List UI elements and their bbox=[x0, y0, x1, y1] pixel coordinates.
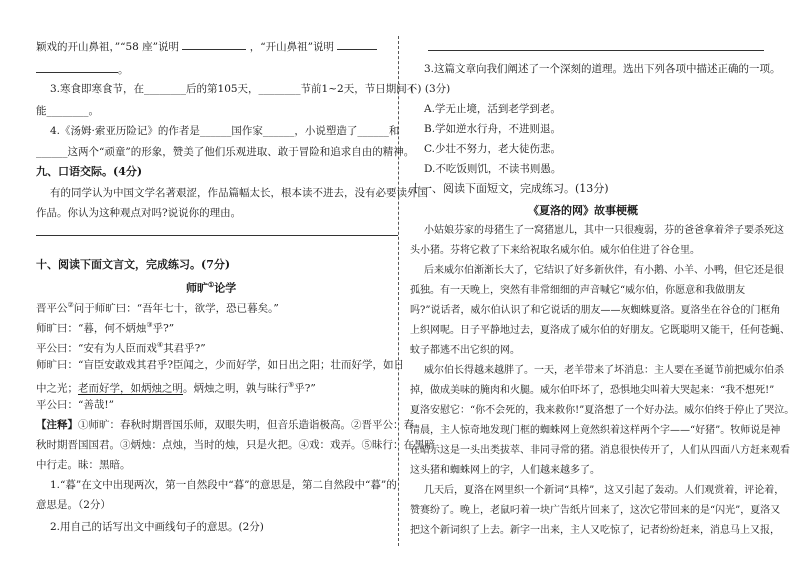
c5-tail: 乎?” bbox=[294, 382, 316, 395]
q3-text: 3.寒食即寒食节，在________后的第105天，________节前1~2天，节日期间不 bbox=[50, 83, 418, 95]
story-line: 几天后，夏洛在网里织一个新词“具棒”，这又引起了轰动。人们观赏着，评论着， bbox=[424, 485, 785, 496]
note-marker: ② bbox=[67, 301, 74, 309]
classic-title-text: 师旷 bbox=[186, 281, 208, 295]
classic-line-1 bbox=[36, 298, 279, 316]
story-title: 《夏洛的网》故事梗概 bbox=[528, 204, 638, 217]
option-d: D.不吃饭则饥，不读书则愚。 bbox=[424, 163, 562, 175]
story-line: 夏洛安慰它：“你不会死的，我来救你!”夏洛想了一个好办法。威尔伯终于停止了哭泣。 bbox=[410, 405, 794, 416]
story-line: 这头猪和蜘蛛网上的字，人们越来越多了。 bbox=[410, 465, 600, 476]
note-marker: ⑤ bbox=[288, 381, 295, 389]
classic-title bbox=[186, 278, 236, 296]
blank-line bbox=[182, 49, 246, 50]
option-c: C.少壮不努力，老大徒伤悲。 bbox=[424, 143, 561, 155]
blank-line bbox=[337, 49, 377, 50]
oral-text-1: 有的同学认为中国文学名著艰涩，作品篇幅太长，根本读不进去，没有必要读外国 bbox=[50, 187, 428, 199]
answer-line bbox=[428, 50, 764, 51]
c5-text-a: 中之光； bbox=[36, 382, 78, 395]
q2-text-b: ，“开山鼻祖”说明 bbox=[249, 41, 334, 53]
note-marker: ③ bbox=[146, 321, 153, 329]
classic-line-4: 师旷曰：“盲臣安敢戏其君乎?臣闻之，少而好学，如日出之阳；壮而好学，如日 bbox=[36, 359, 404, 371]
left-q1-text-cont: 意思是。（2分） bbox=[36, 499, 111, 511]
c1-text: 晋平公 bbox=[36, 302, 68, 315]
c3-tail: 其君乎?” bbox=[163, 342, 206, 355]
classic-line-5 bbox=[36, 378, 316, 396]
c5-text-b: 。炳烛之明，孰与昧行 bbox=[183, 382, 288, 395]
q3-text-cont: 能________。 bbox=[36, 105, 99, 117]
story-line: 后来威尔伯渐渐长大了，它结识了好多新伙伴，有小鹅、小羊、小鸭，但它还是很 bbox=[424, 265, 784, 276]
story-line: 赞赛纷了。晚上，老鼠叼着一块广告纸片回来了，这次它带回来的是“闪光”，夏洛又 bbox=[410, 505, 781, 516]
c2-tail: 乎?” bbox=[152, 322, 175, 335]
story-line: 小姑娘芬家的母猪生了一窝猪崽儿，其中一只很瘦弱，芬的爸爸拿着斧子要杀死这 bbox=[424, 225, 784, 236]
section-11-heading: 十一、阅读下面短文，完成练习。(13分) bbox=[410, 182, 609, 195]
classic-title-tail: 论学 bbox=[214, 281, 237, 295]
story-line: 掉，做成美味的腌肉和火腿。威尔伯吓坏了，恐惧地尖叫着大哭起来：“我不想死!” bbox=[410, 385, 775, 396]
answer-line bbox=[36, 235, 398, 236]
story-line: 威尔伯长得越来越胖了。一天，老羊带来了坏消息：主人要在圣诞节前把威尔伯杀 bbox=[424, 365, 784, 376]
option-a: A.学无止境，活到老学到老。 bbox=[424, 103, 561, 115]
notes-line-1 bbox=[36, 418, 414, 432]
story-line: 在暗示这是一头出类拔萃、非同寻常的猪。消息很快传开了，人们从四面八方赶来观看 bbox=[410, 445, 790, 456]
story-line: 清晨，主人惊奇地发现门框的蜘蛛网上竟然织着这样两个字——“好猪”。牧师说是神 bbox=[410, 425, 781, 436]
classic-line-3 bbox=[36, 338, 206, 356]
notes-line-3: 中行走。昧：黑暗。 bbox=[36, 459, 131, 471]
oral-text-2: 作品。你认为这种观点对吗?说说你的理由。 bbox=[36, 207, 242, 219]
q4-text: 4.《汤姆·索亚历险记》的作者是______国作家______，小说塑造了______和 bbox=[50, 125, 400, 137]
left-q1-text: 1.“暮”在文中出现两次，第一自然段中“暮”的意思是，第二自然段中“暮”的 bbox=[50, 479, 397, 491]
q2-cont-line bbox=[36, 40, 377, 54]
note-marker: ① bbox=[208, 280, 215, 289]
notes-line-2: 秋时期晋国国君。③炳烛：点烛，当时的烛，只是火把。④戏：戏弄。⑤昧行：在黑暗 bbox=[36, 439, 435, 451]
option-b: B.学如逆水行舟，不进则退。 bbox=[424, 123, 562, 135]
classic-line-2 bbox=[36, 318, 174, 336]
section-10-heading: 十、阅读下面文言文，完成练习。(7分) bbox=[36, 258, 231, 271]
section-9-heading: 九、口语交际。(4分) bbox=[36, 165, 143, 178]
c1-tail: 问于师旷曰：“吾年七十，欲学，恐已暮矣。” bbox=[73, 302, 279, 315]
note-marker: ④ bbox=[156, 341, 164, 349]
underlined-sentence: 老而好学，如炳烛之明 bbox=[78, 382, 183, 395]
column-divider bbox=[398, 36, 399, 546]
right-q3-text: 3.这篇文章向我们阐述了一个深刻的道理。选出下列各项中描述正确的一项。 bbox=[424, 63, 781, 75]
notes-text-1: ①师旷：春秋时期晋国乐师，双眼失明，但音乐造诣极高。②晋平公：春 bbox=[78, 419, 414, 431]
c3-text: 平公曰：“安有为人臣而戏 bbox=[36, 342, 157, 355]
story-line: 吗?”说话者，威尔伯认识了和它说话的朋友——灰蜘蛛夏洛。夏洛坐在谷仓的门框角 bbox=[410, 305, 781, 316]
story-line: 上织网呢。日子平静地过去，夏洛成了威尔伯的好朋友。它既聪明又能干，任何苍蝇、 bbox=[410, 325, 790, 336]
left-q2-text: 2.用自己的话写出文中画线句子的意思。(2分) bbox=[50, 521, 264, 533]
q4-text-cont: ______这两个“顽童”的形象，赞美了他们乐观进取、敢于冒险和追求自由的精神。 bbox=[36, 146, 415, 158]
c2-text: 师旷曰：“暮，何不炳烛 bbox=[36, 322, 147, 335]
right-q3-answer-paren: ( ) (3分) bbox=[410, 83, 451, 95]
story-line: 把这个新词织了上去。新字一出来，主人又吃惊了，记者纷纷赶来，消息马上又报， bbox=[410, 525, 780, 536]
right-column bbox=[400, 0, 794, 562]
notes-label: 【注释】 bbox=[36, 419, 78, 431]
story-line: 头小猪。芬将它救了下来给祝取名威尔伯。威尔伯住进了谷仓里。 bbox=[410, 245, 700, 256]
q2-text-a: 颖戏的开山鼻祖，”“58 座”说明 bbox=[36, 41, 180, 53]
story-line: 孤独。有一天晚上，突然有非常细细的声音喊它“威尔伯，你愿意和我做朋友 bbox=[410, 285, 746, 296]
answer-blank-line: 。 bbox=[36, 62, 129, 77]
story-line: 蚊子都逃不出它织的网。 bbox=[410, 345, 520, 356]
classic-line-6: 平公曰：“善哉!” bbox=[36, 399, 114, 411]
